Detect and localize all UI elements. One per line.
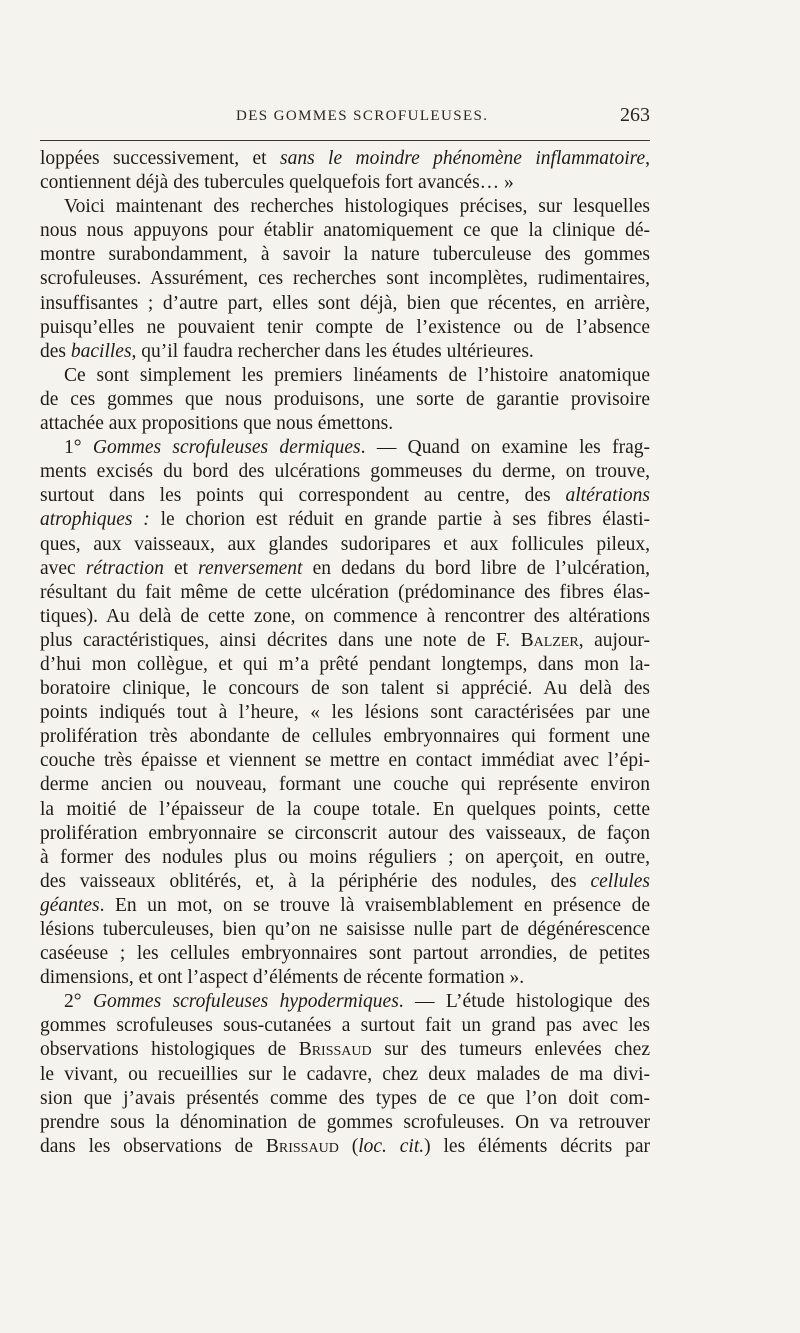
text-run: de ces gommes que nous produisons, une sorte de garantie provisoire xyxy=(40,388,650,410)
italic-text: cellules xyxy=(590,870,650,892)
text-run: insuffisantes ; d’autre part, elles sont déjà, bien que récentes, en arrière, xyxy=(40,292,650,314)
text-line xyxy=(40,701,650,725)
text-line xyxy=(40,388,650,412)
text-run: ments excisés du bord des ulcérations gommeuses du derme, on trouve, xyxy=(40,461,650,483)
text-line xyxy=(40,340,650,364)
page-number: 263 xyxy=(620,104,650,126)
text-line xyxy=(40,677,650,701)
text-run: avec xyxy=(40,557,86,579)
text-line xyxy=(40,990,650,1014)
text-run: observations histologiques de xyxy=(40,1039,299,1061)
text-run: . — L’étude histologique des xyxy=(398,991,650,1013)
text-run: boratoire clinique, le concours de son talent si apprécié. Au delà des xyxy=(40,678,650,700)
text-run: dimensions, et ont l’aspect d’éléments de récente formation ». xyxy=(40,967,525,989)
text-run: , xyxy=(645,148,650,169)
text-run: prolifération embryonnaire se circonscrit autour des vaisseaux, de façon xyxy=(40,822,650,844)
text-line xyxy=(40,773,650,797)
italic-text: rétraction xyxy=(85,557,164,579)
italic-text: renversement xyxy=(198,557,303,579)
text-line xyxy=(40,412,650,436)
text-run: couche très épaisse et viennent se mettre en contact immédiat avec l’épi- xyxy=(40,750,650,772)
italic-text: bacilles xyxy=(70,340,132,362)
text-line xyxy=(40,1111,650,1135)
text-run: Voici maintenant des recherches histologiques précises, sur lesquelles xyxy=(64,196,650,218)
text-line xyxy=(40,605,650,629)
text-run: et xyxy=(163,557,199,579)
text-line xyxy=(40,292,650,316)
italic-text: altérations xyxy=(565,485,650,507)
text-run: lésions tuberculeuses, bien qu’on ne saisisse nulle part de dégénérescence xyxy=(40,919,650,940)
text-run: dans les observations de xyxy=(40,1135,266,1157)
text-run: des xyxy=(40,340,71,362)
text-line xyxy=(40,533,650,557)
text-run: prendre sous la dénomination de gommes scrofuleuses. On va retrouver xyxy=(40,1111,650,1133)
text-run: Ce sont simplement les premiers linéaments de l’histoire anatomique xyxy=(64,364,650,386)
text-line xyxy=(40,508,650,532)
text-line xyxy=(40,195,650,219)
text-line xyxy=(40,1063,650,1087)
text-line xyxy=(40,1014,650,1038)
text-line xyxy=(40,653,650,677)
text-line xyxy=(40,749,650,773)
italic-text: sans le moindre phénomène inflammatoire xyxy=(279,148,646,169)
text-line xyxy=(40,557,650,581)
text-run: des vaisseaux oblitérés, et, à la périphérie des nodules, des xyxy=(40,870,591,892)
text-line xyxy=(40,147,650,171)
text-line xyxy=(40,171,650,195)
text-run: , aujour- xyxy=(578,629,650,651)
text-run: sur des tumeurs enlevées chez xyxy=(371,1039,650,1061)
text-line xyxy=(40,1038,650,1062)
text-line xyxy=(40,581,650,605)
text-run: caséeuse ; les cellules embryonnaires sont partout arrondies, de petites xyxy=(40,943,650,965)
text-run: prolifération très abondante de cellules embryonnaires qui forment une xyxy=(40,726,650,748)
text-run: ( xyxy=(338,1135,359,1157)
text-run: à former des nodules plus ou moins réguliers ; on aperçoit, en outre, xyxy=(40,846,650,868)
text-run: 1° xyxy=(64,437,93,459)
text-run: surtout dans les points qui correspondent au centre, des xyxy=(40,485,566,507)
text-run: . En un mot, on se trouve là vraisemblablement en présence de xyxy=(99,894,650,916)
text-run: plus caractéristiques, ainsi décrites dans une note de F. xyxy=(40,629,521,651)
text-line xyxy=(40,243,650,267)
text-line xyxy=(40,484,650,508)
running-head xyxy=(40,106,650,132)
small-caps-name: Balzer xyxy=(520,629,579,651)
body-text xyxy=(40,147,650,1159)
small-caps-name: Brissaud xyxy=(265,1135,339,1157)
italic-text: Gommes scrofuleuses dermiques xyxy=(92,437,361,459)
text-run: ) les éléments décrits par xyxy=(424,1135,650,1157)
text-line xyxy=(40,460,650,484)
italic-text: loc. cit. xyxy=(358,1135,425,1157)
text-run: . — Quand on examine les frag- xyxy=(360,437,650,459)
text-line xyxy=(40,267,650,291)
text-run: derme ancien ou nouveau, formant une couche qui représente environ xyxy=(40,774,650,796)
text-run: nous nous appuyons pour établir anatomiquement ce que la clinique dé- xyxy=(40,220,650,242)
text-run: puisqu’elles ne pouvaient tenir compte de l’existence ou de l’absence xyxy=(40,316,650,338)
text-line xyxy=(40,1087,650,1111)
small-caps-name: Brissaud xyxy=(298,1039,372,1061)
text-line xyxy=(40,316,650,340)
text-run: tiques). Au delà de cette zone, on commence à rencontrer des altérations xyxy=(40,605,650,627)
italic-text: Gommes scrofuleuses hypodermiques xyxy=(92,991,399,1013)
running-title: DES GOMMES SCROFULEUSES. xyxy=(236,108,489,124)
text-run: , qu’il faudra rechercher dans les études ultérieures. xyxy=(131,340,534,362)
text-run: montre surabondamment, à savoir la nature tuberculeuse des gommes xyxy=(40,244,650,266)
text-line xyxy=(40,966,650,990)
text-run: gommes scrofuleuses sous-cutanées a surtout fait un grand pas avec les xyxy=(40,1015,650,1037)
text-run: scrofuleuses. Assurément, ces recherches sont incomplètes, rudimentaires, xyxy=(40,268,650,290)
text-run: loppées successivement, et xyxy=(40,148,280,169)
text-run: attachée aux propositions que nous émettons. xyxy=(40,413,394,435)
text-line xyxy=(40,846,650,870)
header-rule xyxy=(40,140,650,141)
text-line xyxy=(40,798,650,822)
text-line xyxy=(40,436,650,460)
text-run: en dedans du bord libre de l’ulcération, xyxy=(302,557,650,579)
text-line xyxy=(40,870,650,894)
text-run: d’hui mon collègue, et qui m’a prêté pendant longtemps, dans mon la- xyxy=(40,653,650,675)
text-run: le chorion est réduit en grande partie à ses fibres élasti- xyxy=(149,509,650,531)
text-line xyxy=(40,725,650,749)
italic-text: géantes xyxy=(40,894,100,916)
text-run: points indiqués tout à l’heure, « les lésions sont caractérisées par une xyxy=(40,702,650,724)
text-run: résultant du fait même de cette ulcération (prédominance des fibres élas- xyxy=(40,581,650,603)
text-line xyxy=(40,629,650,653)
text-run: ques, aux vaisseaux, aux glandes sudoripares et aux follicules pileux, xyxy=(40,533,650,555)
text-run: le vivant, ou recueillies sur le cadavre, chez deux malades de ma divi- xyxy=(40,1063,650,1085)
italic-text: atrophiques : xyxy=(40,509,150,531)
text-line xyxy=(40,364,650,388)
text-line xyxy=(40,822,650,846)
text-line xyxy=(40,894,650,918)
text-run: sion que j’avais présentés comme des types de ce que l’on doit com- xyxy=(40,1087,650,1109)
text-line xyxy=(40,942,650,966)
text-run: 2° xyxy=(64,991,93,1013)
text-run: la moitié de l’épaisseur de la coupe totale. En quelques points, cette xyxy=(40,798,650,820)
text-run: contiennent déjà des tubercules quelquefois fort avancés… » xyxy=(40,172,514,194)
text-line xyxy=(40,1135,650,1159)
text-line xyxy=(40,918,650,942)
text-line xyxy=(40,219,650,243)
